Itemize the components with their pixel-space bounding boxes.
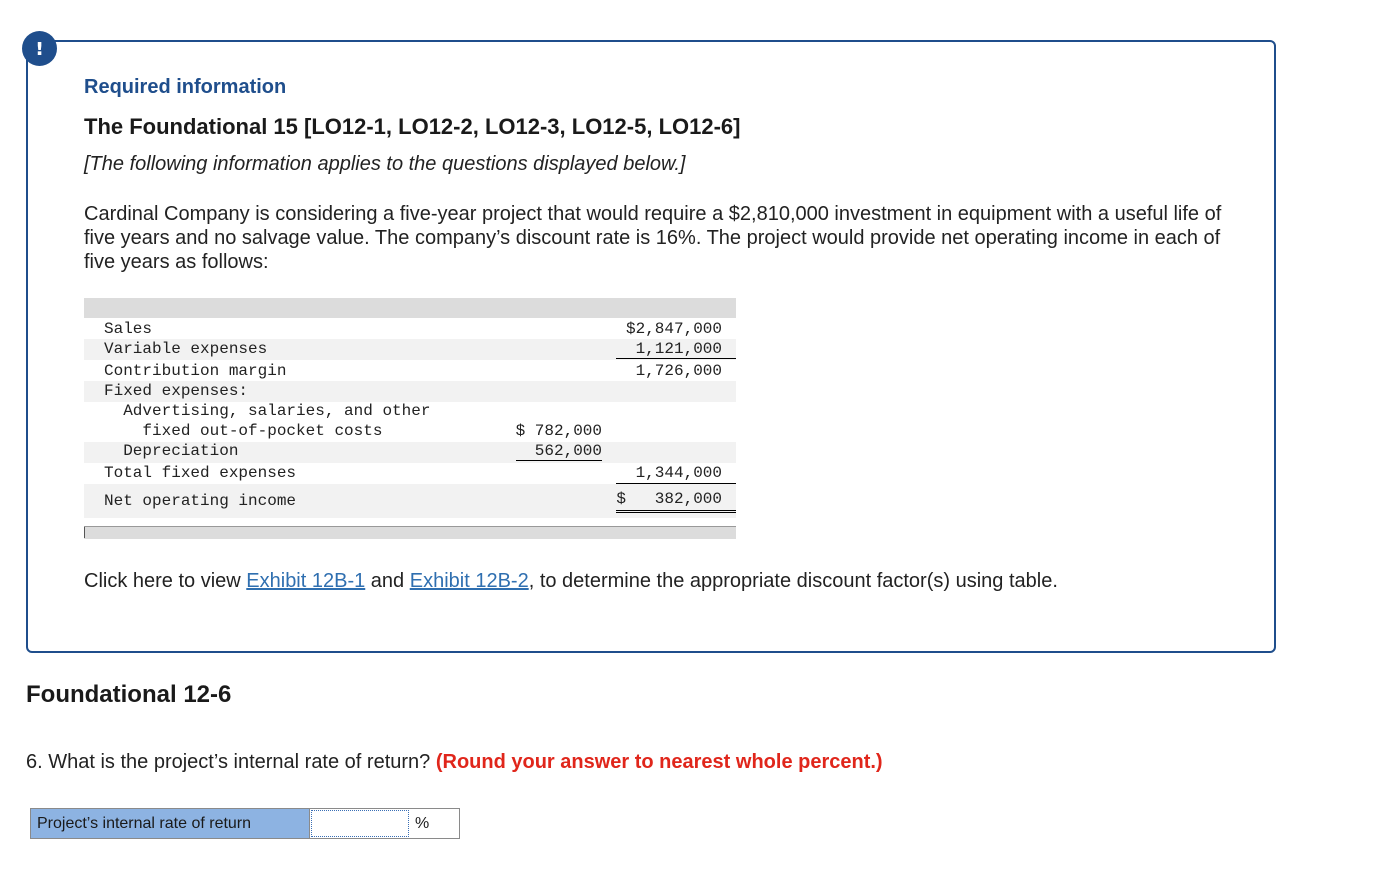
- question-body: 6. What is the project’s internal rate of return?: [26, 751, 436, 773]
- table-footer-tick: [84, 527, 85, 538]
- click-and: and: [365, 570, 410, 592]
- problem-text: Cardinal Company is considering a five-year project that would require a $2,810,000 investment in equipment with a useful life of five years and no salvage value. The company’s discount rate is 16%. The project would provide net operating income in each of five years as follows:: [84, 203, 1222, 273]
- percent-unit: %: [415, 815, 430, 832]
- table-row-label: Net operating income: [104, 492, 297, 510]
- applies-note: [The following information applies to the questions displayed below.]: [84, 153, 686, 175]
- table-row-label: Contribution margin: [104, 362, 287, 380]
- table-row-label: Depreciation: [104, 442, 239, 460]
- irr-input[interactable]: [311, 810, 409, 837]
- section-title: Foundational 12-6: [26, 681, 232, 708]
- table-cell: 1,344,000: [635, 464, 722, 482]
- table-row-label: Advertising, salaries, and other: [104, 402, 431, 420]
- rounding-hint: (Round your answer to nearest whole percent.): [435, 751, 883, 773]
- answer-label: Project’s internal rate of return: [31, 809, 310, 838]
- table-row-label: Fixed expenses:: [104, 382, 249, 400]
- net-operating-income-table: [84, 298, 736, 538]
- table-row-label: Variable expenses: [104, 340, 268, 358]
- click-suffix: , to determine the appropriate discount factor(s) using table.: [528, 570, 1058, 592]
- required-info-heading: Required information: [84, 76, 287, 98]
- table-row-label: Total fixed expenses: [104, 464, 297, 482]
- table-header-bar: [84, 298, 736, 318]
- underline: [616, 358, 736, 359]
- click-prefix: Click here to view: [84, 570, 247, 592]
- table-row-label: fixed out-of-pocket costs: [104, 422, 383, 440]
- table-cell: 1,121,000: [635, 340, 722, 358]
- answer-row: [30, 808, 460, 839]
- exhibit-12b-2-link[interactable]: Exhibit 12B-2: [409, 570, 529, 592]
- table-cell: $ 782,000: [515, 422, 602, 440]
- underline: [516, 460, 602, 461]
- table-cell: 1,726,000: [635, 362, 722, 380]
- exhibit-instructions: [84, 570, 1058, 593]
- table-footer-bar: [84, 526, 736, 539]
- alert-icon: !: [22, 31, 57, 66]
- double-underline: [616, 510, 736, 513]
- table-cell: 562,000: [534, 442, 602, 460]
- table-row-label: Sales: [104, 320, 153, 338]
- question-text: [26, 751, 883, 774]
- table-cell: $ 382,000: [616, 490, 722, 508]
- underline: [616, 483, 736, 484]
- exhibit-12b-1-link[interactable]: Exhibit 12B-1: [246, 570, 366, 592]
- foundational-title: The Foundational 15 [LO12-1, LO12-2, LO12-3, LO12-5, LO12-6]: [84, 114, 741, 139]
- table-cell: $2,847,000: [625, 320, 722, 338]
